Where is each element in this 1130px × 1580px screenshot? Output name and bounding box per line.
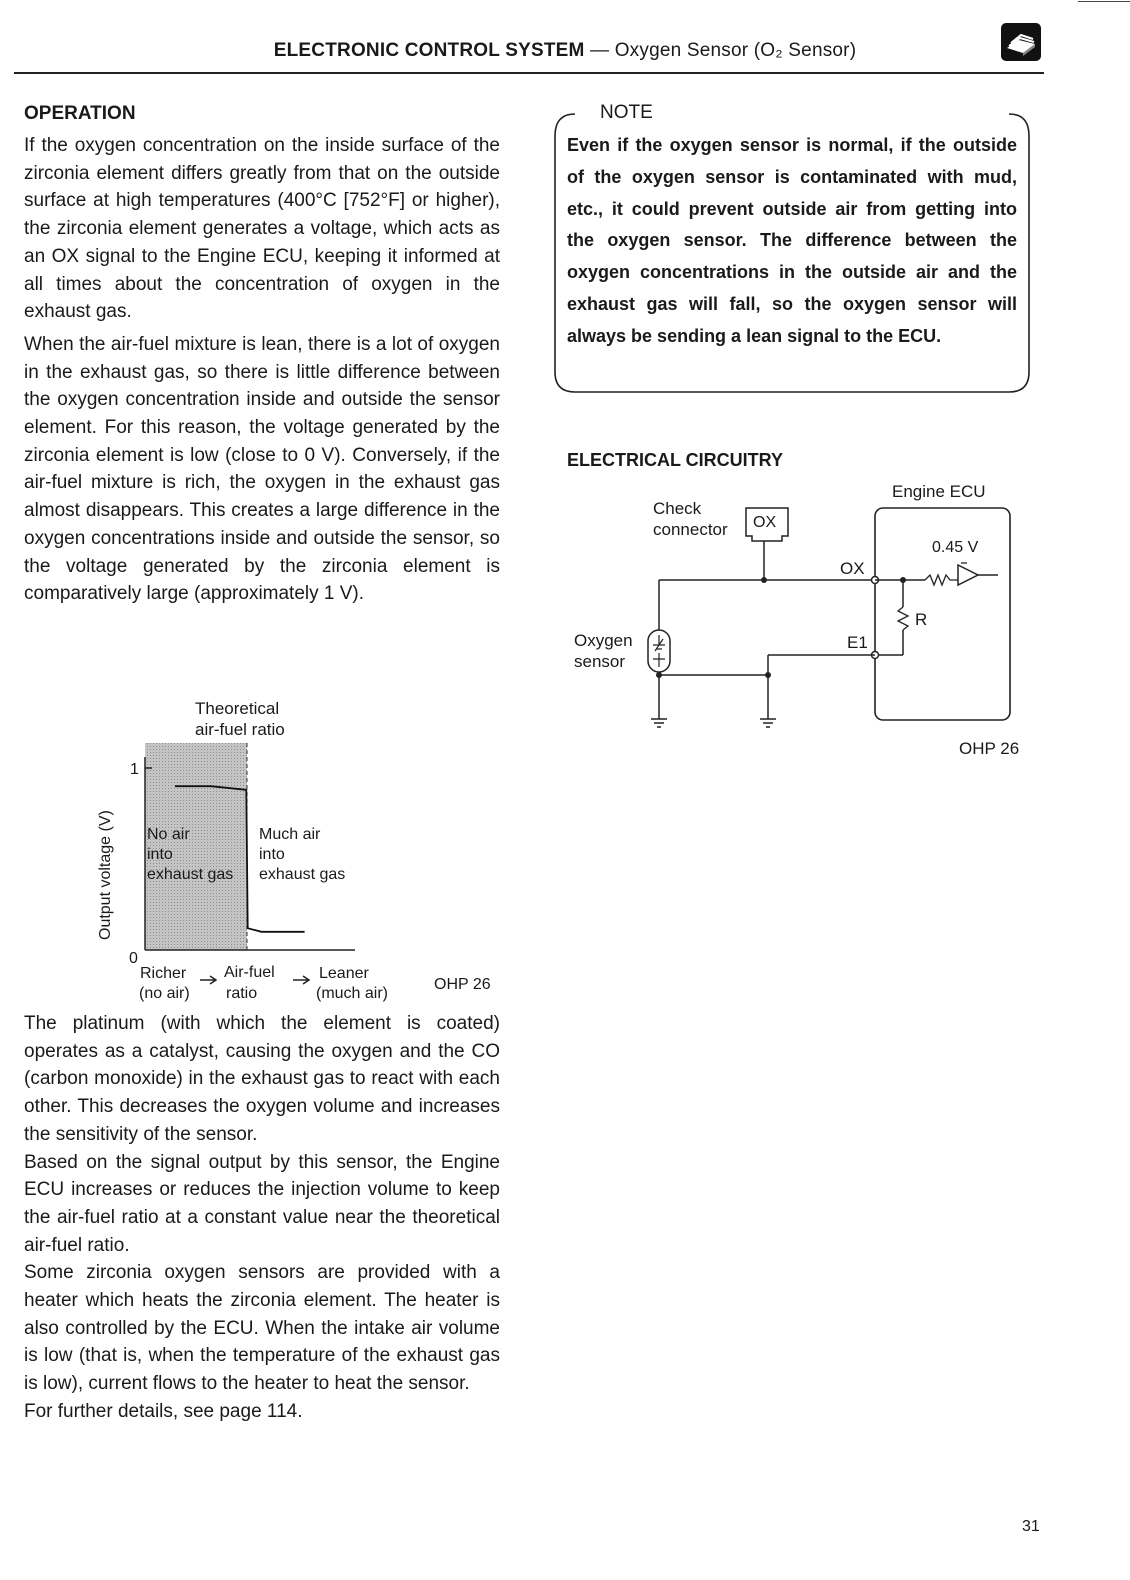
oxygen-sensor-label-1: Oxygen bbox=[574, 631, 633, 650]
book-icon bbox=[1000, 22, 1042, 62]
paragraph-2: When the air-fuel mixture is lean, there is a lot of oxygen in the exhaust gas, so there is little difference between the oxygen concentration inside and outside the sensor element. For this reason, the voltage generated by the zirconia element is low (close to 0 V). Conversely, if the air-fuel mixture is rich, the oxygen in the exhaust gas almost disappears. This creates a large difference in the oxygen concentrations inside and outside the sensor, so the voltage generated by the zirconia element is comparatively large (approximately 1 V). bbox=[24, 333, 500, 605]
corner-line bbox=[1078, 1, 1130, 2]
rich-label-2: into bbox=[147, 846, 173, 863]
ground-symbol-left bbox=[651, 719, 667, 727]
oxygen-sensor-label-2: sensor bbox=[574, 652, 626, 671]
ref-resistor bbox=[925, 575, 958, 585]
x-label-left-1: Richer bbox=[140, 965, 187, 982]
e1-pin-label: E1 bbox=[847, 633, 868, 652]
resistor-r bbox=[898, 607, 908, 630]
operation-text-bottom bbox=[24, 1010, 500, 1426]
x-label-center-1: Air-fuel bbox=[224, 964, 275, 981]
header-title-bold: ELECTRONIC CONTROL SYSTEM bbox=[273, 40, 585, 61]
voltage-chart bbox=[90, 695, 510, 1010]
y-axis-label: Output voltage (V) bbox=[97, 810, 114, 940]
paragraph-5: Some zirconia oxygen sensors are provided with a heater which heats the zirconia element. The heater is also controlled by the ECU. When the intake air volume is low (that is, when the temperature of the exhaust gas is low), current flows to the heater to heat the sensor. bbox=[24, 1262, 500, 1395]
engine-ecu-label: Engine ECU bbox=[892, 482, 986, 501]
arrow-right bbox=[293, 976, 309, 984]
circuit-ohp-note: OHP 26 bbox=[959, 739, 1020, 758]
lean-label-1: Much air bbox=[259, 826, 321, 843]
paragraph-3: The platinum (with which the element is coated) operates as a catalyst, causing the oxygen and the CO (carbon monoxide) in the exhaust gas to react with each other. This decreases the oxygen volume and increases the sensitivity of the sensor. bbox=[24, 1013, 500, 1145]
note-text: Even if the oxygen sensor is normal, if the outside of the oxygen sensor is contaminated with mud, etc., it could prevent outside air from getting into the oxygen sensor. The difference between the oxygen concentrations in the outside air and the exhaust gas will fall, so the oxygen sensor will always be sending a lean signal to the ECU. bbox=[567, 135, 1017, 346]
x-label-right-2: (much air) bbox=[316, 985, 389, 1002]
arrow-left bbox=[200, 976, 216, 984]
page-header bbox=[0, 40, 1130, 62]
chart-title-line-2: air-fuel ratio bbox=[195, 720, 285, 739]
lean-label-2: into bbox=[259, 846, 285, 863]
rich-label-1: No air bbox=[147, 826, 190, 843]
voltage-label: 0.45 V bbox=[932, 539, 979, 556]
header-title-rest: Oxygen Sensor (O₂ Sensor) bbox=[614, 40, 857, 61]
header-title-dash: — bbox=[584, 40, 615, 61]
ground-symbol-right bbox=[760, 719, 776, 727]
paragraph-6: For further details, see page 114. bbox=[24, 1400, 303, 1422]
y-tick-label-0: 0 bbox=[129, 950, 138, 967]
x-label-center-2: ratio bbox=[226, 985, 258, 1002]
sensor-cell-icon bbox=[653, 635, 665, 667]
operation-text-top bbox=[24, 132, 500, 608]
rich-label-3: exhaust gas bbox=[147, 866, 234, 883]
ox-pin-label: OX bbox=[840, 559, 865, 578]
paragraph-4: Based on the signal output by this sensor, the Engine ECU increases or reduces the injection volume to keep the air-fuel ratio at a constant value near the theoretical air-fuel ratio. bbox=[24, 1151, 500, 1256]
check-connector-ox: OX bbox=[753, 514, 777, 531]
x-label-right-1: Leaner bbox=[319, 965, 369, 982]
page-number: 31 bbox=[1022, 1518, 1040, 1535]
check-connector-label-2: connector bbox=[653, 520, 728, 539]
operation-heading: OPERATION bbox=[24, 103, 136, 124]
check-connector-label-1: Check bbox=[653, 499, 702, 518]
chart-title-line-1: Theoretical bbox=[195, 699, 280, 718]
y-tick-label-1: 1 bbox=[130, 761, 139, 778]
lean-label-3: exhaust gas bbox=[259, 866, 346, 883]
resistor-label: R bbox=[915, 610, 928, 629]
comparator-icon bbox=[958, 565, 978, 585]
note-label: NOTE bbox=[594, 102, 659, 124]
circuit-heading: ELECTRICAL CIRCUITRY bbox=[567, 450, 783, 470]
x-label-left-2: (no air) bbox=[139, 985, 190, 1002]
chart-ohp-note: OHP 26 bbox=[434, 976, 491, 993]
circuit-diagram bbox=[560, 475, 1040, 765]
paragraph-1: If the oxygen concentration on the inside surface of the zirconia element differs greatly from that on the outside surface at high temperatures (400°C [752°F] or higher), the zirconia element generates a voltage, which acts as an OX signal to the Engine ECU, keeping it informed at all times about the concentration of oxygen in the exhaust gas. bbox=[24, 135, 500, 323]
header-rule bbox=[14, 72, 1044, 74]
